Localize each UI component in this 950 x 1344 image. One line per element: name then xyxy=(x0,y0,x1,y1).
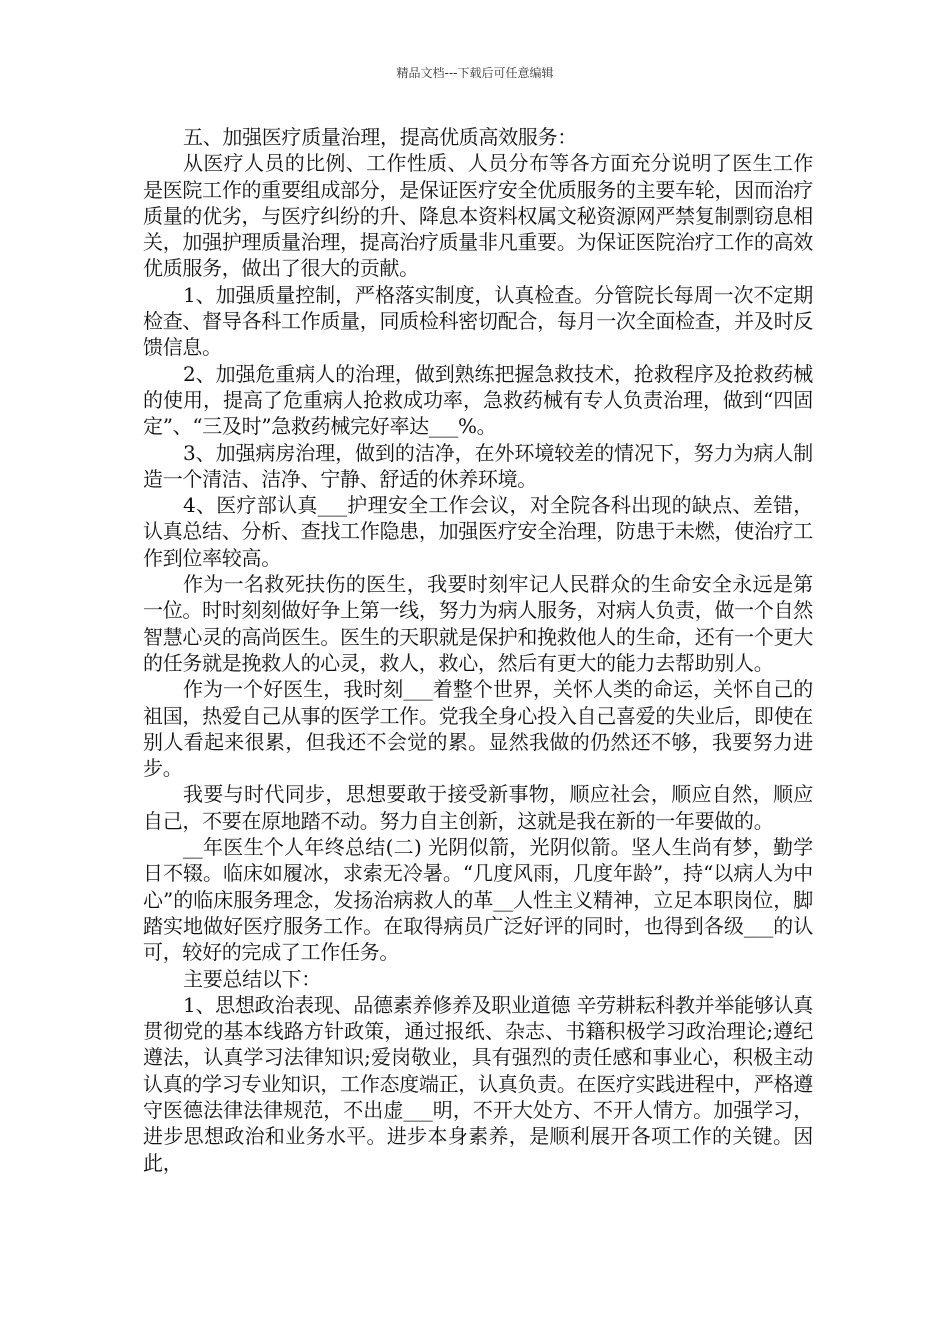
paragraph: 作为一个好医生，我时刻___着整个世界，关怀人类的命运，关怀自己的祖国，热爱自己从事的医学工作。党我全身心投入自己喜爱的失业后，即使在别人看起来很累，但我还不会觉的累。显然我做的仍然还不够，我要努力进步。 xyxy=(143,677,813,781)
paragraph: 作为一名救死扶伤的医生，我要时刻牢记人民群众的生命安全永远是第一位。时时刻刻做好争上第一线，努力为病人服务，对病人负责，做一个自然智慧心灵的高尚医生。医生的天职就是保护和挽救他人的生命，还有一个更大的任务就是挽救人的心灵，救人，救心，然后有更大的能力去帮助别人。 xyxy=(143,572,813,675)
paragraph: 主要总结以下： xyxy=(183,966,321,991)
paragraph: 我要与时代同步，思想要敢于接受新事物，顺应社会，顺应自然，顺应自己，不要在原地踏不动。努力自主创新，这就是我在新的一年要做的。 xyxy=(143,782,813,833)
paragraph: 1、思想政治表现、品德素养修养及职业道德 辛劳耕耘科教并举能够认真贯彻党的基本线路方针政策，通过报纸、杂志、书籍积极学习政治理论;遵纪遵法，认真学习法律知识;爱岗敬业，具有强烈的责任感和事业心，积极主动认真的学习专业知识，工作态度端正，认真负责。在医疗实践进程中，严格遵守医德法律法律规范，不出虚___明，不开大处方、不开人情方。加强学习，进步思想政治和业务水平。进步本身素养，是顺利展开各项工作的关键。因此， xyxy=(143,992,813,1175)
section-heading: 五、加强医疗质量治理，提高优质高效服务： xyxy=(183,125,577,149)
paragraph: __年医生个人年终总结(二) 光阴似箭，光阴似箭。坚人生尚有梦，勤学日不辍。临床如履冰，求索无冷暑。“几度风雨，几度年龄”，持“以病人为中心”的临床服务理念，发扬治病救人的革__人性主义精神，立足本职岗位，脚踏实地做好医疗服务工作。在取得病员广泛好评的同时，也得到各级___的认可，较好的完成了工作任务。 xyxy=(143,835,813,965)
page-header: 精品文档---下载后可任意编辑 xyxy=(396,66,554,80)
document-body xyxy=(143,124,813,1176)
paragraph: 3、加强病房治理，做到的洁净，在外环境较差的情况下，努力为病人制造一个清洁、洁净、宁静、舒适的休养环境。 xyxy=(143,440,813,491)
paragraph: 1、加强质量控制，严格落实制度，认真检查。分管院长每周一次不定期检查、督导各科工作质量，同质检科密切配合，每月一次全面检查，并及时反馈信息。 xyxy=(143,282,813,360)
paragraph: 从医疗人员的比例、工作性质、人员分布等各方面充分说明了医生工作是医院工作的重要组成部分，是保证医疗安全优质服务的主要车轮，因而治疗质量的优劣，与医疗纠纷的升、降息本资料权属文秘资源网严禁复制剽窃息相关，加强护理质量治理，提高治疗质量非凡重要。为保证医院治疗工作的高效优质服务，做出了很大的贡献。 xyxy=(143,151,813,281)
paragraph: 4、医疗部认真___护理安全工作会议，对全院各科出现的缺点、差错，认真总结、分析、查找工作隐患，加强医疗安全治理，防患于未燃，使治疗工作到位率较高。 xyxy=(143,493,813,570)
paragraph: 2、加强危重病人的治理，做到熟练把握急救技术，抢救程序及抢救药械的使用，提高了危重病人抢救成功率，急救药械有专人负责治理，做到“四固定”、“三及时”急救药械完好率达___%。 xyxy=(143,361,813,439)
